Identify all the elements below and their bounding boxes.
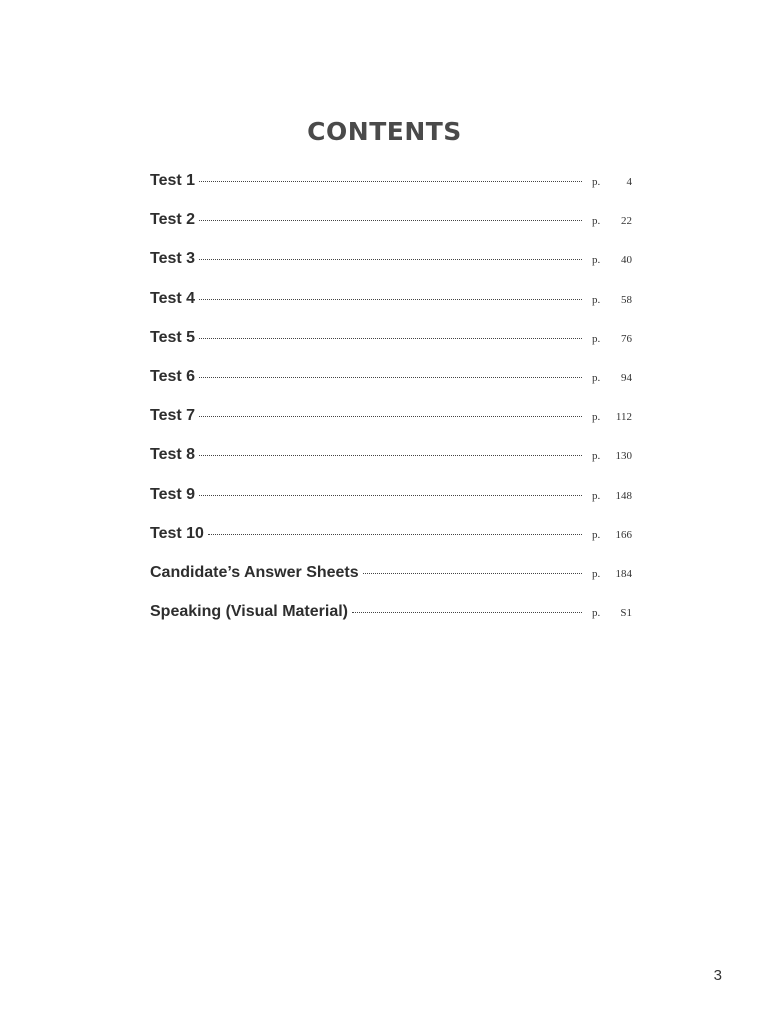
dot-leader (208, 533, 582, 535)
dot-leader (199, 180, 582, 182)
page-prefix: p. (592, 254, 601, 267)
page-prefix: p. (592, 215, 601, 228)
toc-entry (150, 603, 632, 642)
page-number: 3 (713, 967, 722, 984)
dot-leader (199, 415, 582, 417)
page-prefix: p. (592, 176, 601, 188)
dot-leader (199, 376, 582, 378)
toc-entry-label: Test 1 (150, 172, 196, 189)
toc-entry-label: Test 8 (150, 446, 196, 464)
toc-entry-page: 76 (621, 332, 632, 345)
toc-entry (150, 446, 632, 485)
toc-entry (150, 525, 632, 564)
toc-entry-label: Candidate’s Answer Sheets (150, 563, 359, 581)
toc-entry (150, 329, 632, 368)
toc-entry-label: Test 10 (150, 524, 204, 542)
toc-entry (150, 290, 632, 329)
toc-entry-label: Test 6 (150, 367, 196, 385)
page-prefix: p. (592, 411, 601, 424)
page-prefix: p. (592, 332, 601, 345)
toc-entry-label: Test 7 (150, 407, 196, 425)
toc-entry-label: Test 3 (150, 250, 196, 268)
toc-entry (150, 211, 632, 250)
dot-leader (199, 494, 582, 496)
dot-leader (199, 454, 582, 456)
dot-leader (352, 611, 582, 613)
page-prefix: p. (592, 567, 601, 580)
table-of-contents (150, 172, 632, 642)
page-prefix: p. (592, 607, 601, 620)
dot-leader (199, 219, 582, 221)
toc-entry-label: Speaking (Visual Material) (150, 603, 348, 621)
toc-entry-label: Test 5 (150, 328, 196, 346)
toc-entry-page: 130 (615, 450, 632, 463)
page-prefix: p. (592, 450, 601, 463)
toc-entry-page: 166 (615, 528, 632, 541)
toc-entry-page: 112 (615, 411, 632, 424)
page-prefix: p. (592, 371, 601, 384)
toc-entry-page: 4 (626, 176, 632, 188)
dot-leader (199, 258, 582, 260)
toc-entry (150, 407, 632, 446)
toc-entry-page: 40 (621, 254, 632, 267)
dot-leader (199, 298, 582, 300)
toc-entry (150, 368, 632, 407)
page-prefix: p. (592, 293, 601, 306)
toc-entry-page: 148 (615, 489, 632, 502)
page-title: CONTENTS (307, 116, 462, 146)
toc-entry-label: Test 2 (150, 211, 196, 229)
page-prefix: p. (592, 489, 601, 502)
dot-leader (199, 337, 582, 339)
toc-entry (150, 172, 632, 211)
toc-entry-page: 184 (615, 567, 632, 580)
toc-entry (150, 564, 632, 603)
dot-leader (363, 572, 582, 574)
toc-entry-page: 94 (621, 371, 632, 384)
toc-entry-label: Test 4 (150, 289, 196, 307)
toc-entry-page: 58 (621, 293, 632, 306)
toc-entry-label: Test 9 (150, 485, 196, 503)
toc-entry (150, 250, 632, 289)
toc-entry-page: S1 (620, 607, 632, 620)
page-prefix: p. (592, 528, 601, 541)
toc-entry (150, 486, 632, 525)
toc-entry-page: 22 (621, 215, 632, 228)
